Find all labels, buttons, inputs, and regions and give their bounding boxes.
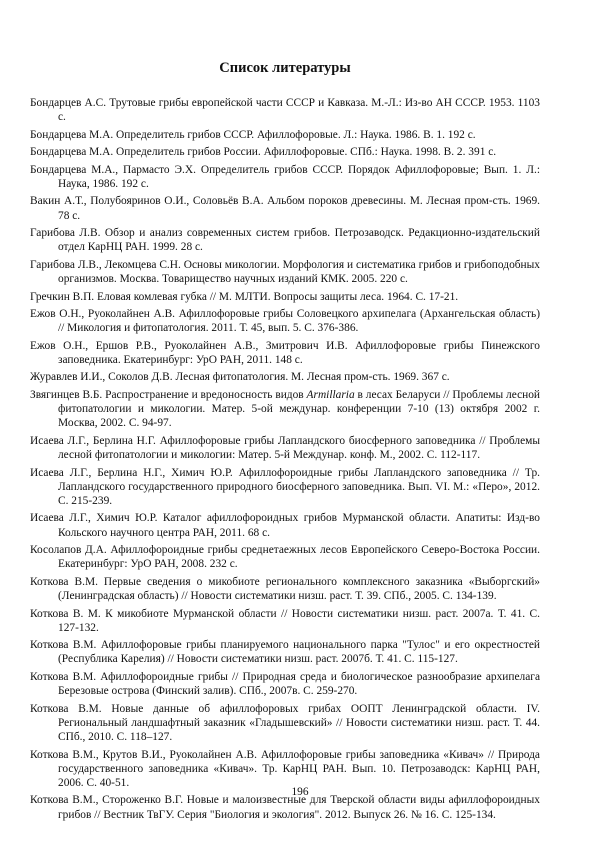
reference-item — [30, 388, 540, 431]
reference-item: Коткова В.М., Крутов В.И., Руоколайнен А.В. Афиллофоровые грибы заповедника «Кивач» // Природа государственного заповедника «Кивач». Тр. КарНЦ РАН. Вып. 10. Петрозаводск: КарНЦ РАН, 2006. С. 40-51. — [30, 748, 540, 789]
reference-italic-genus: Armillaria — [306, 388, 355, 401]
reference-item: Вакин А.Т., Полубояринов О.И., Соловьёв В.А. Альбом пороков древесины. М. Лесная пром-сть. 1969. 78 с. — [30, 195, 540, 222]
page-number: 196 — [291, 786, 309, 798]
reference-item: Коткова В.М. Новые данные об афиллофоровых грибах ООПТ Ленинградской области. IV. Региональный ландшафтный заказник «Гладышевский» // Новости систематики низш. раст. Т. 44. СПб., 2010. С. 118–127. — [30, 702, 540, 744]
reference-item: Бондарцев А.С. Трутовые грибы европейской части СССР и Кавказа. М.-Л.: Из-во АН СССР. 1953. 1103 с. — [30, 97, 540, 124]
reference-text: в лесах Беларуси // Проблемы лесной фитопатологии и микологии. Матер. 5-ой междунар. конференции 7-10 (13) октября 2002 г. Москва, 2002. С. 94-97. — [58, 388, 541, 430]
reference-item: Исаева Л.Г., Берлина Н.Г., Химич Ю.Р. Афиллофороидные грибы Лапландского заповедника // Тр. Лапландского государственного природного биосферного заповедника. Вып. VI. М.: «Перо», 2012. С. 215-239. — [30, 466, 540, 507]
reference-item: Коткова В. М. К микобиоте Мурманской области // Новости систематики низш. раст. 2007а. Т. 41. С. 127-132. — [30, 607, 540, 634]
reference-item: Ежов О.Н., Руоколайнен А.В. Афиллофоровые грибы Соловецкого архипелага (Архангельская область) // Микология и фитопатология. 2011. Т. 45, вып. 5. С. 376-386. — [30, 308, 540, 335]
reference-item: Коткова В.М. Первые сведения о микобиоте регионального комплексного заказника «Выборгский» (Ленинградская область) // Новости систематики низш. раст. Т. 39. СПб., 2005. С. 134-139. — [30, 575, 540, 603]
reference-item: Коткова В.М. Афиллофоровые грибы планируемого национального парка "Тулос" и его окрестностей (Республика Карелия) // Новости систематики низш. раст. 2007б. Т. 41. С. 115-127. — [30, 639, 540, 666]
reference-item: Гарибова Л.В., Лекомцева С.Н. Основы микологии. Морфология и систематика грибов и грибоподобных организмов. Москва. Товарищество научных изданий КМК. 2005. 220 с. — [30, 258, 540, 286]
reference-item: Коткова В.М. Афиллофороидные грибы // Природная среда и биологическое разнообразие архипелага Березовые острова (Финский залив). СПб., 2007в. С. 259-270. — [30, 670, 540, 698]
reference-item: Гречкин В.П. Еловая комлевая губка // М. МЛТИ. Вопросы защиты леса. 1964. С. 17-21. — [30, 290, 459, 303]
reference-item: Бондарцева М.А. Определитель грибов СССР. Афиллофоровые. Л.: Наука. 1986. В. 1. 192 с. — [30, 128, 476, 141]
reference-item: Журавлев И.И., Соколов Д.В. Лесная фитопатология. М. Лесная пром-сть. 1969. 367 с. — [30, 371, 450, 384]
page-title: Список литературы — [219, 60, 351, 76]
reference-item: Исаева Л.Г., Химич Ю.Р. Каталог афиллофороидных грибов Мурманской области. Апатиты: Изд-во Кольского научного центра РАН, 2011. 68 с. — [30, 512, 540, 539]
reference-item: Гарибова Л.В. Обзор и анализ современных систем грибов. Петрозаводск. Редакционно-издательский отдел КарНЦ РАН. 1999. 28 с. — [30, 227, 540, 254]
reference-text: Звягинцев В.Б. Распространение и вредоносность видов — [30, 388, 307, 401]
reference-item: Косолапов Д.А. Афиллофороидные грибы среднетаежных лесов Европейского Северо-Востока России. Екатеринбург: УрО РАН, 2008. 232 с. — [30, 544, 540, 571]
reference-item: Бондарцева М.А. Определитель грибов России. Афиллофоровые. СПб.: Наука. 1998. В. 2. 391 с. — [30, 146, 497, 159]
reference-item: Исаева Л.Г., Берлина Н.Г. Афиллофоровые грибы Лапландского биосферного заповедника // Проблемы лесной фитопатологии и микологии: Матер. 5-й Междунар. конф. М., 2002. С. 112-117. — [30, 434, 540, 462]
reference-item: Коткова В.М., Стороженко В.Г. Новые и малоизвестные для Тверской области виды афиллофороидных грибов // Вестник ТвГУ. Серия "Биология и экология". 2012. Выпуск 26. № 16. С. 125-134. — [30, 794, 540, 821]
reference-list — [30, 96, 540, 822]
reference-item: Бондарцева М.А., Пармасто Э.Х. Определитель грибов СССР. Порядок Афиллофоровые; Вып. 1. Л.: Наука, 1986. 192 с. — [30, 163, 540, 190]
reference-item: Ежов О.Н., Ершов Р.В., Руоколайнен А.В., Змитрович И.В. Афиллофоровые грибы Пинежского заповедника. Екатеринбург: УрО РАН, 2011. 148 с. — [30, 339, 540, 366]
